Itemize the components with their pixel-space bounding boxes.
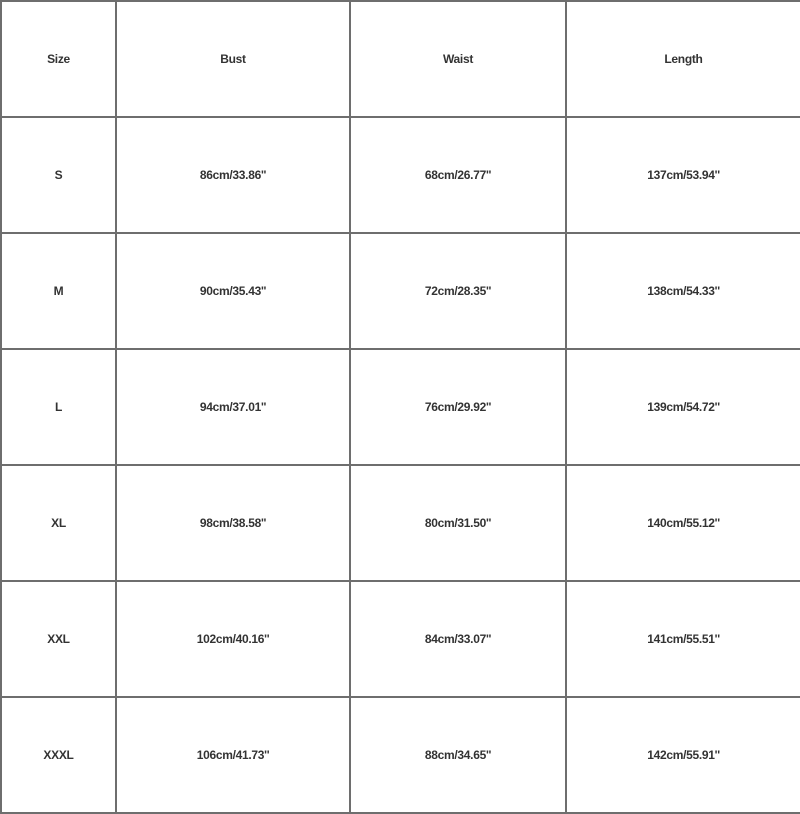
size-cell: M: [1, 233, 116, 349]
size-cell: S: [1, 117, 116, 233]
header-cell-bust: Bust: [116, 1, 350, 117]
waist-cell: 72cm/28.35'': [350, 233, 566, 349]
size-cell: XXXL: [1, 697, 116, 813]
bust-cell: 94cm/37.01'': [116, 349, 350, 465]
waist-cell: 80cm/31.50'': [350, 465, 566, 581]
waist-cell: 84cm/33.07'': [350, 581, 566, 697]
table-row: [1, 349, 800, 465]
table-row: [1, 697, 800, 813]
header-cell-size: Size: [1, 1, 116, 117]
waist-cell: 68cm/26.77'': [350, 117, 566, 233]
header-row: [1, 1, 800, 117]
waist-cell: 76cm/29.92'': [350, 349, 566, 465]
length-cell: 138cm/54.33'': [566, 233, 800, 349]
length-cell: 137cm/53.94'': [566, 117, 800, 233]
size-cell: L: [1, 349, 116, 465]
header-cell-waist: Waist: [350, 1, 566, 117]
table-row: [1, 581, 800, 697]
table-row: [1, 117, 800, 233]
size-cell: XXL: [1, 581, 116, 697]
bust-cell: 106cm/41.73'': [116, 697, 350, 813]
length-cell: 141cm/55.51'': [566, 581, 800, 697]
bust-cell: 98cm/38.58'': [116, 465, 350, 581]
header-cell-length: Length: [566, 1, 800, 117]
length-cell: 140cm/55.12'': [566, 465, 800, 581]
table-row: [1, 465, 800, 581]
bust-cell: 86cm/33.86'': [116, 117, 350, 233]
table-row: [1, 233, 800, 349]
size-cell: XL: [1, 465, 116, 581]
bust-cell: 90cm/35.43'': [116, 233, 350, 349]
length-cell: 142cm/55.91'': [566, 697, 800, 813]
length-cell: 139cm/54.72'': [566, 349, 800, 465]
bust-cell: 102cm/40.16'': [116, 581, 350, 697]
waist-cell: 88cm/34.65'': [350, 697, 566, 813]
